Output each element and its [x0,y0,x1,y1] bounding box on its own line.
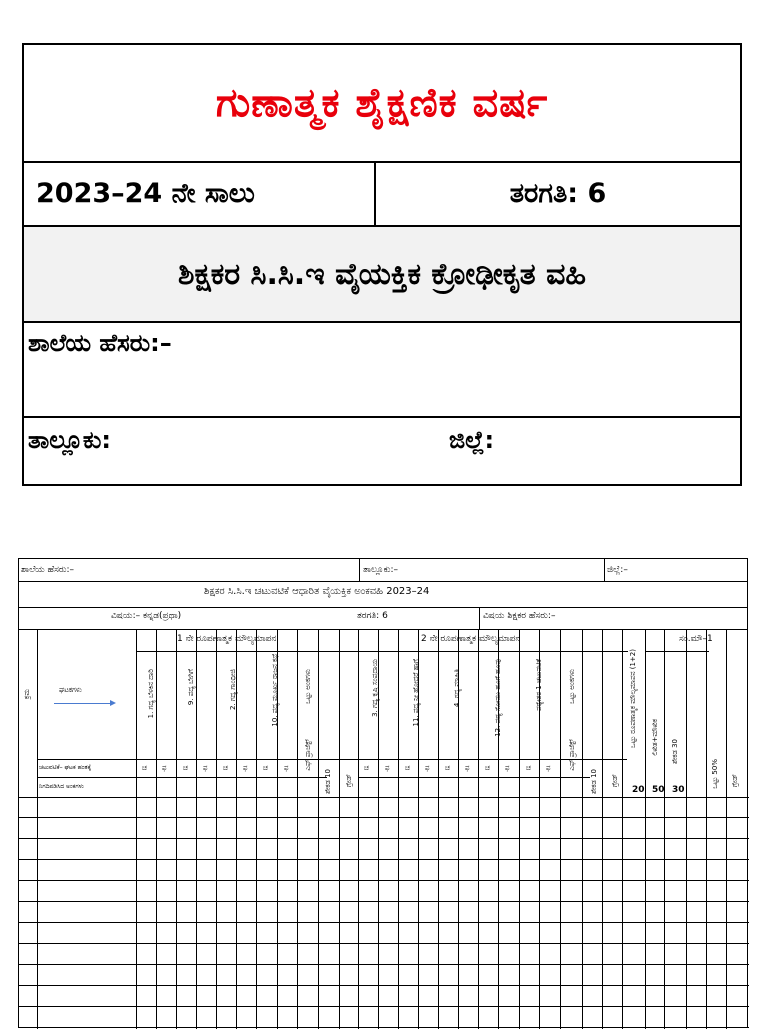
marks-20: 20 [632,785,645,795]
cover-title-row [24,45,740,163]
ca-wa-label: ಚ [364,764,369,772]
marks-30: 30 [672,785,685,795]
ca-wa-label: ಫ [385,764,390,772]
fa2-col-1: 3. ಗದ್ಯ ಕೃಷಿ ಸಂಪ್ರದಾಯ [371,659,379,717]
fa2-col-2: 11. ಪದ್ಯ ನೀ ಹೋದರೆ ಹಾಗೆ [412,659,420,727]
ca-wa-label: ಚ [445,764,450,772]
ca-wa-label: ಚ [526,764,531,772]
fa2-percent10: ಶೇಕಡ 10 [590,769,598,794]
ca-wa-label: ಚ [485,764,490,772]
fa1-col-3: 2. ಗದ್ಯ ಗಾಂಧೀಜಿ [229,669,237,711]
fa1-percent10: ಶೇಕಡ 10 [324,769,332,794]
components-header: ಘಟಕಗಳು [59,686,82,694]
activity-row-label: ಚಟುವಟಿಕೆ– ಘಟಕ ಹಂತಕ್ಕೆ [39,764,92,771]
academic-year: 2023–24 ನೇ ಸಾಲು [24,163,376,225]
ca-wa-label: ಚ [405,764,410,772]
ca-wa-label: ಫ [425,764,430,772]
ca-wa-label: ಫ [162,764,167,772]
fa1-grade: ಗ್ರೇಡ್ [345,774,353,788]
fa2-col-7: ಎಫ್ ಪ್ರಾಜೆಕ್ಟ್ [568,739,576,771]
serial-header: ಕ್ರಮ [23,689,31,700]
sheet-class: ತರಗತಿ: 6 [357,611,388,621]
class-label: ತರಗತಿ: 6 [509,178,607,209]
cover-panel [22,43,742,486]
sa1-header: ಸಂ.ಮೌ–1 [679,634,713,644]
sheet-taluk-label: ತಾಲ್ಲೂಕು:– [363,565,399,575]
school-name-field: ಶಾಲೆಯ ಹೆಸರು:– [24,323,740,418]
ca-wa-label: ಫ [505,764,510,772]
fa2-col-4: 12. ಪದ್ಯ ಸೋಮು ಹೂಗೆ ಹೂವು [494,659,502,737]
fa1-header: 1 ನೇ ರೂಪಣಾತ್ಮಕ ಮೌಲ್ಯಮಾಪನ [177,634,277,644]
fa2-grade: ಗ್ರೇಡ್ [611,774,619,788]
fa2-col-3: 4. ಗದ್ಯ ಮಾಹಿತಿ [453,669,461,708]
oral-written: ಲಿಖಿತ+ಮೌಖಿಕ [651,719,659,756]
fa1-col-1: 1. ಗದ್ಯ ಬೆಳಕಿನ ದಾರಿ [147,669,155,719]
sa-grade: ಗ್ರೇಡ್ [731,774,739,788]
ca-wa-label: ಚ [263,764,268,772]
fa1-col-6: ಎಫ್ ಪ್ರಾಜೆಕ್ಟ್ [304,739,312,771]
marks-row-label: ನಿಗದಿಪಡಿಸಿದ ಅಂಕಗಳು [39,783,84,790]
cover-year-row [24,163,740,227]
sheet-district-label: ಜಿಲ್ಲೆ:– [607,565,628,575]
fa2-header: 2 ನೇ ರೂಪಣಾತ್ಮಕ ಮೌಲ್ಯಮಾಪನ [421,634,521,644]
sheet-title: ಶಿಕ್ಷಕರ ಸಿ.ಸಿ.ಇ ಚಟುವಟಿಕೆ ಆಧಾರಿತ ವೈಯಕ್ತಿಕ ಅಂಕವಹಿ 2023–24 [204,586,430,597]
district-field: ಜಿಲ್ಲೆ: [449,426,495,454]
sheet-school-label: ಶಾಲೆಯ ಹೆಸರು:– [21,565,75,575]
taluk-district-row [24,418,740,486]
ca-wa-label: ಚ [183,764,188,772]
fa2-col-6: ಒಟ್ಟು ಅಂಕಗಳು [568,669,576,704]
sheet-teacher: ವಿಷಯ ಶಿಕ್ಷಕರ ಹೆಸರು:– [483,611,556,621]
marks-sheet [18,558,748,1028]
cover-subtitle: ಶಿಕ್ಷಕರ ಸಿ.ಸಿ.ಇ ವೈಯಕ್ತಿಕ ಕ್ರೋಢೀಕೃತ ವಹಿ [24,227,740,323]
ca-wa-label: ಚ [223,764,228,772]
total-50: ಒಟ್ಟು 50% [711,759,719,789]
ca-wa-label: ಚ [142,764,147,772]
ca-wa-label: ಫ [546,764,551,772]
cover-title: ಗುಣಾತ್ಮಕ ಶೈಕ್ಷಣಿಕ ವರ್ಷ [215,80,549,126]
fa-total: ಒಟ್ಟು ರೂಪಣಾತ್ಮಕ ಮೌಲ್ಯಮಾಪನ (1+2) [629,649,637,748]
ca-wa-label: ಫ [465,764,470,772]
fa2-col-5: ಪಠ್ಯೇತರ 1 ಚಟುವಟಿಕೆ [535,659,543,711]
sheet-subject: ವಿಷಯ:– ಕನ್ನಡ(ಪ್ರಥಾ) [111,611,182,621]
percent-30: ಶೇಕಡ 30 [671,739,679,764]
arrow-icon [54,703,114,704]
marks-50: 50 [652,785,665,795]
fa1-col-5: ಒಟ್ಟು ಅಂಕಗಳು [304,669,312,704]
ca-wa-label: ಫ [203,764,208,772]
ca-wa-label: ಫ [284,764,289,772]
ca-wa-label: ಫ [243,764,248,772]
taluk-field: ತಾಲ್ಲೂಕು: [28,426,111,454]
fa1-col-4: 10. ಪದ್ಯ ಮೂರ್ಖ ರಾಜನ ಕಥೆ [271,654,279,727]
fa1-col-2: 9. ಪದ್ಯ ಬೇಗಿಗೆ [187,669,195,706]
